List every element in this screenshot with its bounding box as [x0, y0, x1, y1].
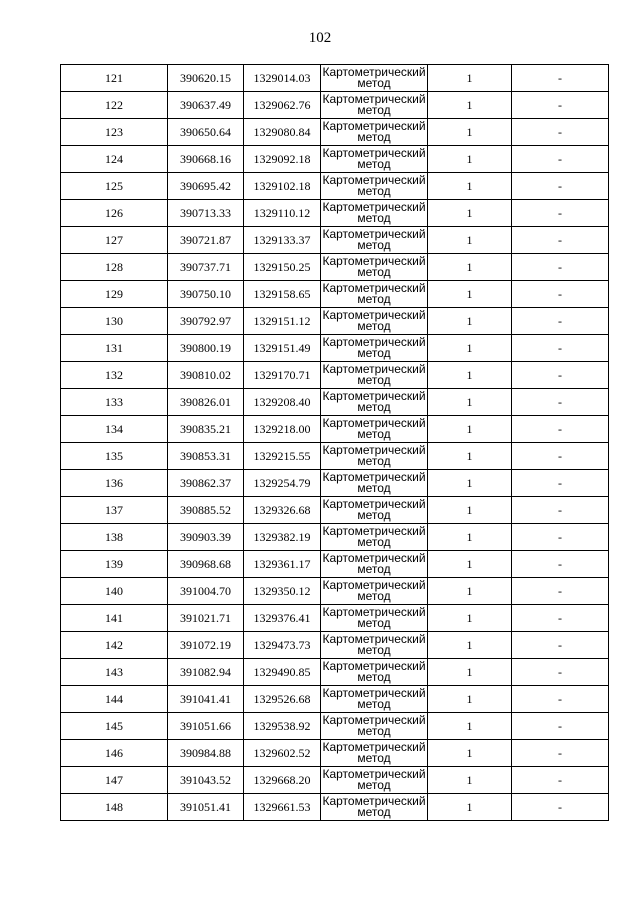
method-line-1: Картометрический — [322, 92, 426, 106]
method-line-2: метод — [357, 292, 391, 306]
accuracy-cell: 1 — [428, 659, 512, 686]
method-line-2: метод — [357, 697, 391, 711]
accuracy-cell: 1 — [428, 389, 512, 416]
y-coordinate-cell: 1329170.71 — [244, 362, 321, 389]
table-row — [61, 740, 609, 767]
x-coordinate-cell: 390800.19 — [168, 335, 244, 362]
note-cell: - — [512, 254, 609, 281]
x-coordinate-cell: 390713.33 — [168, 200, 244, 227]
y-coordinate-cell: 1329350.12 — [244, 578, 321, 605]
accuracy-cell: 1 — [428, 173, 512, 200]
method-line-1: Картометрический — [322, 308, 426, 322]
x-coordinate-cell: 390853.31 — [168, 443, 244, 470]
note-cell: - — [512, 416, 609, 443]
y-coordinate-cell: 1329110.12 — [244, 200, 321, 227]
point-number-cell: 136 — [61, 470, 168, 497]
method-cell — [321, 605, 428, 632]
note-cell: - — [512, 551, 609, 578]
accuracy-cell: 1 — [428, 65, 512, 92]
method-cell — [321, 200, 428, 227]
y-coordinate-cell: 1329208.40 — [244, 389, 321, 416]
method-line-1: Картометрический — [322, 281, 426, 295]
method-line-1: Картометрический — [322, 443, 426, 457]
accuracy-cell: 1 — [428, 686, 512, 713]
table-row — [61, 389, 609, 416]
table-row — [61, 713, 609, 740]
method-cell — [321, 389, 428, 416]
accuracy-cell: 1 — [428, 119, 512, 146]
note-cell: - — [512, 335, 609, 362]
table-row — [61, 173, 609, 200]
method-line-2: метод — [357, 670, 391, 684]
table-row — [61, 659, 609, 686]
table-row — [61, 335, 609, 362]
point-number-cell: 147 — [61, 767, 168, 794]
method-line-1: Картометрический — [322, 119, 426, 133]
x-coordinate-cell: 391021.71 — [168, 605, 244, 632]
method-line-1: Картометрический — [322, 335, 426, 349]
x-coordinate-cell: 390885.52 — [168, 497, 244, 524]
y-coordinate-cell: 1329158.65 — [244, 281, 321, 308]
table-row — [61, 632, 609, 659]
table-row — [61, 254, 609, 281]
note-cell: - — [512, 578, 609, 605]
x-coordinate-cell: 391051.66 — [168, 713, 244, 740]
method-line-1: Картометрический — [322, 740, 426, 754]
accuracy-cell: 1 — [428, 497, 512, 524]
method-cell — [321, 740, 428, 767]
table-row — [61, 443, 609, 470]
table-row — [61, 362, 609, 389]
note-cell: - — [512, 497, 609, 524]
note-cell: - — [512, 65, 609, 92]
note-cell: - — [512, 362, 609, 389]
accuracy-cell: 1 — [428, 254, 512, 281]
table-row — [61, 551, 609, 578]
method-line-2: метод — [357, 319, 391, 333]
point-number-cell: 135 — [61, 443, 168, 470]
method-line-2: метод — [357, 103, 391, 117]
note-cell: - — [512, 443, 609, 470]
note-cell: - — [512, 713, 609, 740]
point-number-cell: 122 — [61, 92, 168, 119]
y-coordinate-cell: 1329151.12 — [244, 308, 321, 335]
y-coordinate-cell: 1329538.92 — [244, 713, 321, 740]
table-row — [61, 605, 609, 632]
method-cell — [321, 443, 428, 470]
method-line-2: метод — [357, 184, 391, 198]
method-line-1: Картометрический — [322, 551, 426, 565]
y-coordinate-cell: 1329133.37 — [244, 227, 321, 254]
accuracy-cell: 1 — [428, 335, 512, 362]
method-line-2: метод — [357, 481, 391, 495]
note-cell: - — [512, 227, 609, 254]
method-cell — [321, 794, 428, 821]
y-coordinate-cell: 1329092.18 — [244, 146, 321, 173]
method-line-1: Картометрический — [322, 173, 426, 187]
method-cell — [321, 308, 428, 335]
method-line-2: метод — [357, 589, 391, 603]
accuracy-cell: 1 — [428, 362, 512, 389]
method-line-2: метод — [357, 562, 391, 576]
table-row — [61, 497, 609, 524]
method-line-2: метод — [357, 643, 391, 657]
note-cell: - — [512, 119, 609, 146]
point-number-cell: 134 — [61, 416, 168, 443]
x-coordinate-cell: 390984.88 — [168, 740, 244, 767]
y-coordinate-cell: 1329254.79 — [244, 470, 321, 497]
x-coordinate-cell: 391051.41 — [168, 794, 244, 821]
method-line-2: метод — [357, 157, 391, 171]
table-row — [61, 416, 609, 443]
accuracy-cell: 1 — [428, 308, 512, 335]
note-cell: - — [512, 92, 609, 119]
point-number-cell: 127 — [61, 227, 168, 254]
y-coordinate-cell: 1329080.84 — [244, 119, 321, 146]
note-cell: - — [512, 281, 609, 308]
x-coordinate-cell: 390650.64 — [168, 119, 244, 146]
y-coordinate-cell: 1329361.17 — [244, 551, 321, 578]
method-cell — [321, 767, 428, 794]
method-line-1: Картометрический — [322, 659, 426, 673]
method-cell — [321, 416, 428, 443]
method-line-1: Картометрический — [322, 227, 426, 241]
x-coordinate-cell: 390826.01 — [168, 389, 244, 416]
table-row — [61, 92, 609, 119]
method-line-2: метод — [357, 616, 391, 630]
method-line-1: Картометрический — [322, 389, 426, 403]
method-line-1: Картометрический — [322, 605, 426, 619]
method-line-2: метод — [357, 427, 391, 441]
accuracy-cell: 1 — [428, 713, 512, 740]
y-coordinate-cell: 1329668.20 — [244, 767, 321, 794]
point-number-cell: 121 — [61, 65, 168, 92]
table-row — [61, 281, 609, 308]
method-line-1: Картометрический — [322, 416, 426, 430]
point-number-cell: 137 — [61, 497, 168, 524]
x-coordinate-cell: 390903.39 — [168, 524, 244, 551]
method-line-2: метод — [357, 130, 391, 144]
y-coordinate-cell: 1329150.25 — [244, 254, 321, 281]
x-coordinate-cell: 390792.97 — [168, 308, 244, 335]
table-row — [61, 65, 609, 92]
method-cell — [321, 227, 428, 254]
method-line-1: Картометрический — [322, 497, 426, 511]
y-coordinate-cell: 1329490.85 — [244, 659, 321, 686]
point-number-cell: 133 — [61, 389, 168, 416]
table-row — [61, 146, 609, 173]
accuracy-cell: 1 — [428, 92, 512, 119]
point-number-cell: 128 — [61, 254, 168, 281]
note-cell: - — [512, 524, 609, 551]
method-cell — [321, 335, 428, 362]
point-number-cell: 141 — [61, 605, 168, 632]
method-line-1: Картометрический — [322, 254, 426, 268]
method-line-2: метод — [357, 535, 391, 549]
y-coordinate-cell: 1329376.41 — [244, 605, 321, 632]
method-cell — [321, 632, 428, 659]
point-number-cell: 132 — [61, 362, 168, 389]
method-cell — [321, 119, 428, 146]
accuracy-cell: 1 — [428, 281, 512, 308]
accuracy-cell: 1 — [428, 524, 512, 551]
method-cell — [321, 470, 428, 497]
method-line-2: метод — [357, 76, 391, 90]
table-row — [61, 227, 609, 254]
x-coordinate-cell: 391072.19 — [168, 632, 244, 659]
method-line-2: метод — [357, 778, 391, 792]
x-coordinate-cell: 391043.52 — [168, 767, 244, 794]
x-coordinate-cell: 390637.49 — [168, 92, 244, 119]
point-number-cell: 124 — [61, 146, 168, 173]
method-line-1: Картометрический — [322, 713, 426, 727]
x-coordinate-cell: 391041.41 — [168, 686, 244, 713]
point-number-cell: 142 — [61, 632, 168, 659]
method-cell — [321, 254, 428, 281]
point-number-cell: 146 — [61, 740, 168, 767]
x-coordinate-cell: 391082.94 — [168, 659, 244, 686]
y-coordinate-cell: 1329062.76 — [244, 92, 321, 119]
accuracy-cell: 1 — [428, 416, 512, 443]
x-coordinate-cell: 390810.02 — [168, 362, 244, 389]
point-number-cell: 139 — [61, 551, 168, 578]
method-line-2: метод — [357, 211, 391, 225]
method-line-2: метод — [357, 373, 391, 387]
point-number-cell: 126 — [61, 200, 168, 227]
accuracy-cell: 1 — [428, 578, 512, 605]
method-line-1: Картометрический — [322, 578, 426, 592]
method-cell — [321, 362, 428, 389]
note-cell: - — [512, 470, 609, 497]
method-line-1: Картометрический — [322, 794, 426, 808]
method-line-2: метод — [357, 265, 391, 279]
method-line-2: метод — [357, 805, 391, 819]
method-line-2: метод — [357, 238, 391, 252]
point-number-cell: 145 — [61, 713, 168, 740]
method-cell — [321, 686, 428, 713]
method-line-2: метод — [357, 751, 391, 765]
y-coordinate-cell: 1329602.52 — [244, 740, 321, 767]
method-cell — [321, 524, 428, 551]
method-cell — [321, 92, 428, 119]
accuracy-cell: 1 — [428, 740, 512, 767]
accuracy-cell: 1 — [428, 551, 512, 578]
point-number-cell: 130 — [61, 308, 168, 335]
accuracy-cell: 1 — [428, 227, 512, 254]
accuracy-cell: 1 — [428, 146, 512, 173]
method-line-2: метод — [357, 508, 391, 522]
note-cell: - — [512, 146, 609, 173]
y-coordinate-cell: 1329014.03 — [244, 65, 321, 92]
x-coordinate-cell: 390668.16 — [168, 146, 244, 173]
table-row — [61, 686, 609, 713]
y-coordinate-cell: 1329473.73 — [244, 632, 321, 659]
note-cell: - — [512, 767, 609, 794]
method-line-1: Картометрический — [322, 686, 426, 700]
method-line-1: Картометрический — [322, 200, 426, 214]
table-row — [61, 308, 609, 335]
method-line-1: Картометрический — [322, 767, 426, 781]
method-cell — [321, 497, 428, 524]
note-cell: - — [512, 173, 609, 200]
point-number-cell: 131 — [61, 335, 168, 362]
accuracy-cell: 1 — [428, 632, 512, 659]
x-coordinate-cell: 390835.21 — [168, 416, 244, 443]
accuracy-cell: 1 — [428, 443, 512, 470]
point-number-cell: 125 — [61, 173, 168, 200]
coordinates-table — [60, 64, 609, 821]
y-coordinate-cell: 1329382.19 — [244, 524, 321, 551]
note-cell: - — [512, 794, 609, 821]
method-cell — [321, 173, 428, 200]
method-line-1: Картометрический — [322, 470, 426, 484]
x-coordinate-cell: 390968.68 — [168, 551, 244, 578]
note-cell: - — [512, 200, 609, 227]
table-row — [61, 470, 609, 497]
y-coordinate-cell: 1329218.00 — [244, 416, 321, 443]
x-coordinate-cell: 390737.71 — [168, 254, 244, 281]
method-cell — [321, 146, 428, 173]
table-row — [61, 578, 609, 605]
point-number-cell: 148 — [61, 794, 168, 821]
method-line-2: метод — [357, 346, 391, 360]
table-body — [61, 65, 609, 821]
y-coordinate-cell: 1329151.49 — [244, 335, 321, 362]
page-number: 102 — [308, 30, 332, 46]
accuracy-cell: 1 — [428, 200, 512, 227]
method-cell — [321, 659, 428, 686]
method-line-1: Картометрический — [322, 632, 426, 646]
method-line-1: Картометрический — [322, 362, 426, 376]
method-line-2: метод — [357, 454, 391, 468]
point-number-cell: 129 — [61, 281, 168, 308]
point-number-cell: 140 — [61, 578, 168, 605]
point-number-cell: 123 — [61, 119, 168, 146]
method-cell — [321, 578, 428, 605]
note-cell: - — [512, 632, 609, 659]
y-coordinate-cell: 1329326.68 — [244, 497, 321, 524]
table-row — [61, 767, 609, 794]
method-line-2: метод — [357, 400, 391, 414]
accuracy-cell: 1 — [428, 470, 512, 497]
accuracy-cell: 1 — [428, 794, 512, 821]
x-coordinate-cell: 390862.37 — [168, 470, 244, 497]
x-coordinate-cell: 390695.42 — [168, 173, 244, 200]
method-line-1: Картометрический — [322, 65, 426, 79]
y-coordinate-cell: 1329526.68 — [244, 686, 321, 713]
table-row — [61, 524, 609, 551]
method-line-1: Картометрический — [322, 524, 426, 538]
method-line-1: Картометрический — [322, 146, 426, 160]
note-cell: - — [512, 308, 609, 335]
accuracy-cell: 1 — [428, 605, 512, 632]
note-cell: - — [512, 389, 609, 416]
x-coordinate-cell: 390620.15 — [168, 65, 244, 92]
method-line-2: метод — [357, 724, 391, 738]
y-coordinate-cell: 1329102.18 — [244, 173, 321, 200]
method-cell — [321, 65, 428, 92]
y-coordinate-cell: 1329215.55 — [244, 443, 321, 470]
table-row — [61, 119, 609, 146]
x-coordinate-cell: 390721.87 — [168, 227, 244, 254]
table-row — [61, 794, 609, 821]
note-cell: - — [512, 740, 609, 767]
x-coordinate-cell: 390750.10 — [168, 281, 244, 308]
method-cell — [321, 551, 428, 578]
method-cell — [321, 281, 428, 308]
point-number-cell: 138 — [61, 524, 168, 551]
table-row — [61, 200, 609, 227]
method-cell — [321, 713, 428, 740]
note-cell: - — [512, 605, 609, 632]
note-cell: - — [512, 686, 609, 713]
note-cell: - — [512, 659, 609, 686]
x-coordinate-cell: 391004.70 — [168, 578, 244, 605]
y-coordinate-cell: 1329661.53 — [244, 794, 321, 821]
point-number-cell: 144 — [61, 686, 168, 713]
accuracy-cell: 1 — [428, 767, 512, 794]
point-number-cell: 143 — [61, 659, 168, 686]
